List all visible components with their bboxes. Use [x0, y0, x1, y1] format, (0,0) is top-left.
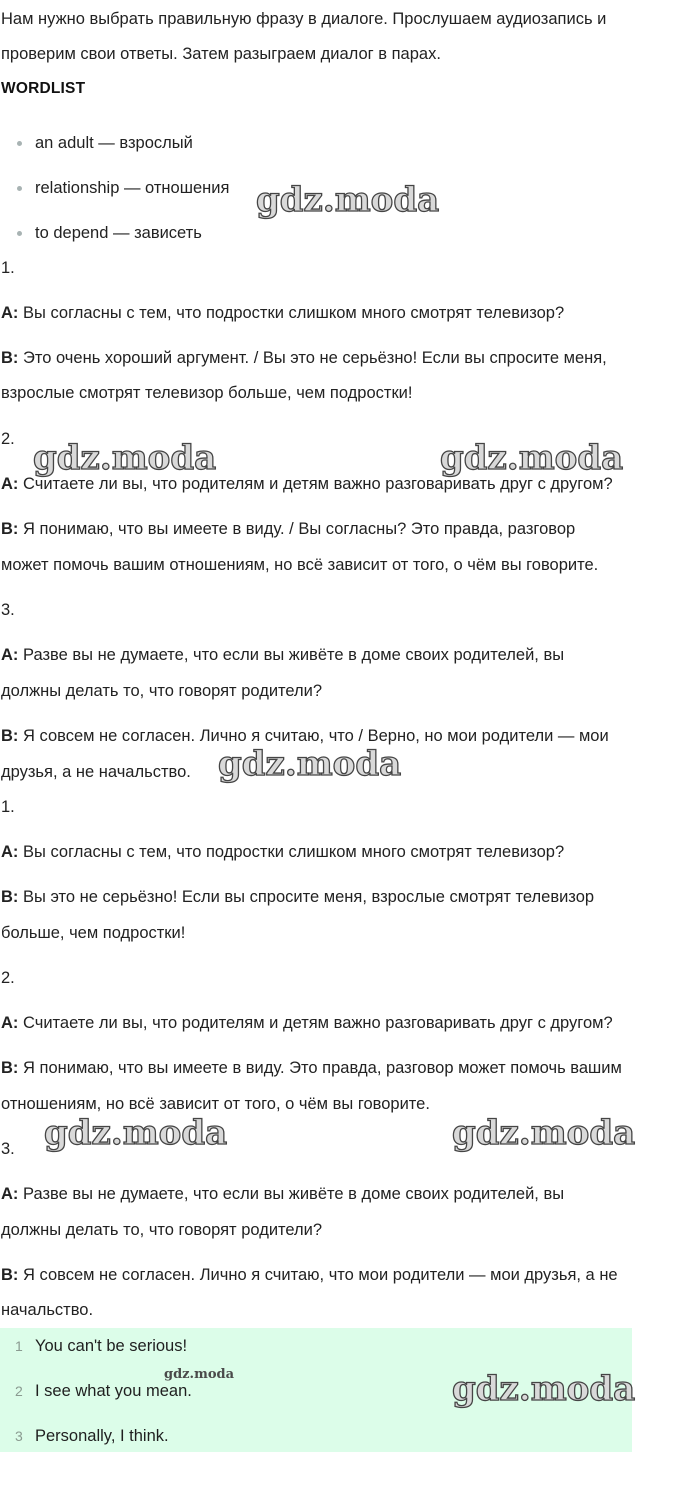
dialogue-text: Считаете ли вы, что родителям и детям важно разговаривать друг с другом?	[18, 1014, 613, 1032]
dialogue-text: Считаете ли вы, что родителям и детям важно разговаривать друг с другом?	[18, 475, 613, 493]
dialogue-text-continuation: должны делать то, что говорят родители?	[1, 1221, 323, 1239]
dialogue-text: Вы это не серьёзно! Если вы спросите меня, взрослые смотрят телевизор	[18, 888, 595, 906]
wordlist-heading: WORDLIST	[1, 80, 86, 97]
dialogue-text-continuation: отношениям, но всё зависит от того, о чём вы говорите.	[1, 1095, 430, 1113]
dialogue-line-b	[1, 726, 609, 746]
speaker-label: A:	[1, 1185, 19, 1203]
dialogue-line-a	[1, 645, 564, 665]
dialogue-number: 3.	[1, 1140, 15, 1158]
dialogue-line-b	[1, 1265, 618, 1285]
speaker-label: B:	[1, 349, 19, 367]
answer-number: 2	[15, 1383, 23, 1399]
dialogue-text: Это очень хороший аргумент. / Вы это не серьёзно! Если вы спросите меня,	[18, 349, 607, 367]
dialogue-text: Я понимаю, что вы имеете в виду. / Вы согласны? Это правда, разговор	[18, 520, 576, 538]
dialogue-text-continuation: может помочь вашим отношениям, но всё зависит от того, о чём вы говорите.	[1, 556, 599, 574]
intro-line-2: проверим свои ответы. Затем разыграем диалог в парах.	[1, 45, 441, 63]
dialogue-line-a	[1, 303, 564, 323]
dialogue-text: Я совсем не согласен. Лично я считаю, что / Верно, но мои родители — мои	[18, 727, 609, 745]
dialogue-text: Вы согласны с тем, что подростки слишком много смотрят телевизор?	[18, 304, 565, 322]
bullet-icon	[17, 231, 22, 236]
speaker-label: B:	[1, 1266, 19, 1284]
intro-line-1: Нам нужно выбрать правильную фразу в диалоге. Прослушаем аудиозапись и	[1, 10, 607, 28]
wordlist-item-text: relationship — отношения	[35, 179, 230, 197]
bullet-icon	[17, 141, 22, 146]
dialogue-line-b	[1, 348, 607, 368]
speaker-label: A:	[1, 304, 19, 322]
answer-text: You can't be serious!	[35, 1337, 188, 1355]
dialogue-number: 1.	[1, 798, 15, 816]
dialogue-number: 1.	[1, 259, 15, 277]
dialogue-text: Я понимаю, что вы имеете в виду. Это правда, разговор может помочь вашим	[18, 1059, 622, 1077]
watermark-logo: gdz.moda	[452, 1369, 636, 1409]
dialogue-line-b	[1, 519, 575, 539]
watermark-logo: gdz.moda	[452, 1113, 636, 1153]
dialogue-text: Разве вы не думаете, что если вы живёте в доме своих родителей, вы	[18, 646, 565, 664]
speaker-label: B:	[1, 727, 19, 745]
speaker-label: B:	[1, 520, 19, 538]
watermark-logo: gdz.moda	[44, 1113, 228, 1153]
bullet-icon	[17, 186, 22, 191]
dialogue-line-a	[1, 842, 564, 862]
speaker-label: A:	[1, 843, 19, 861]
dialogue-number: 3.	[1, 601, 15, 619]
dialogue-line-b	[1, 1058, 622, 1078]
answer-text: Personally, I think.	[35, 1427, 169, 1445]
dialogue-line-a	[1, 474, 613, 494]
dialogue-line-b	[1, 887, 594, 907]
answer-box	[0, 1328, 632, 1452]
watermark-logo: gdz.moda	[256, 180, 440, 220]
watermark-logo: gdz.moda	[218, 744, 402, 784]
answer-number: 1	[15, 1338, 23, 1354]
dialogue-text: Вы согласны с тем, что подростки слишком много смотрят телевизор?	[18, 843, 565, 861]
watermark-logo: gdz.moda	[440, 438, 624, 478]
dialogue-line-a	[1, 1013, 613, 1033]
answer-text: I see what you mean.	[35, 1382, 192, 1400]
answer-number: 3	[15, 1428, 23, 1444]
watermark-logo: gdz.moda	[33, 438, 217, 478]
wordlist-item-text: an adult — взрослый	[35, 134, 193, 152]
speaker-label: A:	[1, 1014, 19, 1032]
watermark-logo-small: gdz.moda	[164, 1367, 235, 1382]
dialogue-text-continuation: взрослые смотрят телевизор больше, чем подростки!	[1, 384, 413, 402]
dialogue-text: Я совсем не согласен. Лично я считаю, что мои родители — мои друзья, а не	[18, 1266, 618, 1284]
dialogue-text-continuation: больше, чем подростки!	[1, 924, 186, 942]
dialogue-line-a	[1, 1184, 564, 1204]
dialogue-text-continuation: должны делать то, что говорят родители?	[1, 682, 323, 700]
speaker-label: A:	[1, 475, 19, 493]
speaker-label: B:	[1, 1059, 19, 1077]
wordlist-item-text: to depend — зависеть	[35, 224, 202, 242]
dialogue-number: 2.	[1, 430, 15, 448]
dialogue-text-continuation: начальство.	[1, 1301, 94, 1319]
dialogue-text-continuation: друзья, а не начальство.	[1, 763, 191, 781]
speaker-label: A:	[1, 646, 19, 664]
speaker-label: B:	[1, 888, 19, 906]
dialogue-number: 2.	[1, 969, 15, 987]
dialogue-text: Разве вы не думаете, что если вы живёте в доме своих родителей, вы	[18, 1185, 565, 1203]
